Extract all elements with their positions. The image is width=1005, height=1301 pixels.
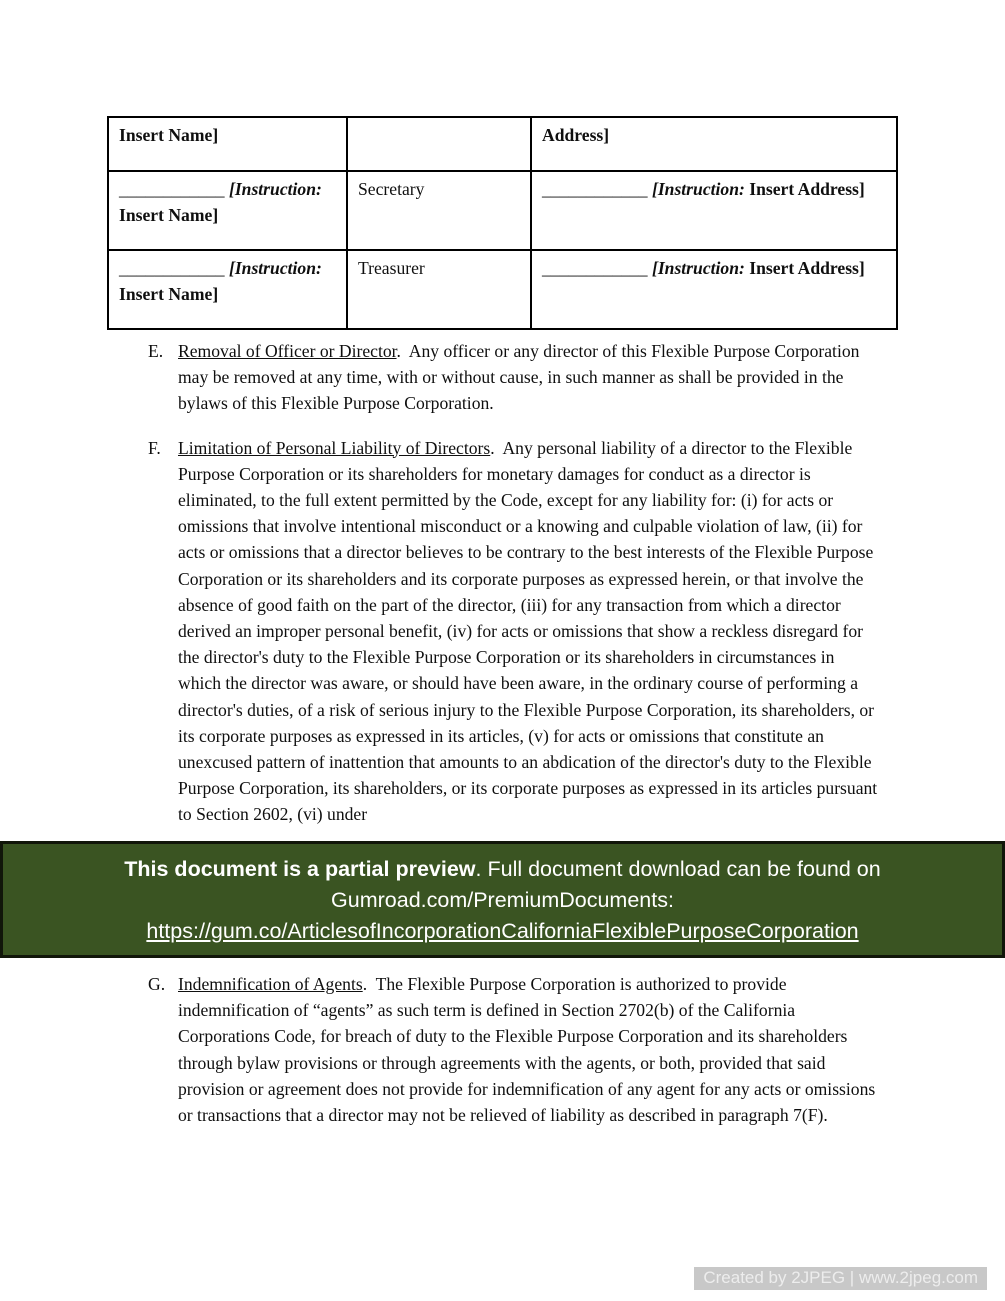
instruction-insert-address: Insert Address] xyxy=(744,258,865,278)
preview-banner xyxy=(0,841,1005,958)
list-letter: G. xyxy=(148,974,166,994)
section-g-container xyxy=(148,971,883,1146)
cell-secretary-title xyxy=(347,171,531,250)
signature-blank: ____________ xyxy=(542,179,648,199)
cell-name-continuation xyxy=(108,117,347,171)
instruction-insert-name: Insert Name] xyxy=(119,284,219,305)
address-continuation-text: Address] xyxy=(542,125,610,145)
signature-blank: ____________ xyxy=(542,258,648,278)
secretary-title-text: Secretary xyxy=(358,179,425,199)
table-row xyxy=(108,117,897,171)
section-removal-of-officer xyxy=(148,338,883,417)
instruction-label: [Instruction: xyxy=(224,179,322,199)
section-body: . The Flexible Purpose Corporation is authorized to provide indemnification of “agents” as such term is defined in Section 2702(b) of the California Corporations Code, for breach of duty to the Flexible Purpose Corporation and its shareholders through bylaw provisions or through agreements with the agents, or both, provided that said provision or agreement does not provide for indemnification of any agent for any acts or omissions or transactions that a director may not be relieved of liability as described in paragraph 7(F). xyxy=(178,974,876,1126)
cell-title-empty xyxy=(347,117,531,171)
cell-address-continuation xyxy=(531,117,897,171)
instruction-insert-address: Insert Address] xyxy=(744,179,865,199)
sections-e-f xyxy=(148,338,883,846)
signature-blank: ____________ xyxy=(119,258,225,278)
table-row xyxy=(108,250,897,329)
section-limitation-of-liability xyxy=(148,435,883,828)
cell-treasurer-address xyxy=(531,250,897,329)
section-heading: Indemnification of Agents xyxy=(178,974,363,994)
signature-blank: ____________ xyxy=(119,179,225,199)
instruction-label: [Instruction: xyxy=(647,258,745,278)
list-letter: F. xyxy=(148,437,161,458)
instruction-label: [Instruction: xyxy=(647,179,745,199)
section-text xyxy=(178,435,880,828)
section-text xyxy=(178,338,880,417)
section-body: . Any officer or any director of this Flexible Purpose Corporation may be removed at any time, with or without cause, in such manner as shall be provided in the bylaws of this Flexible Purpose Corporation. xyxy=(178,341,860,414)
table-row xyxy=(108,171,897,250)
instruction-label: [Instruction: xyxy=(224,258,322,278)
section-body: . Any personal liability of a director to the Flexible Purpose Corporation or its shareholders for monetary damages for conduct as a director is eliminated, to the full extent permitted by the Code, except for any liability for: (i) for acts or omissions that involve intentional misconduct or a knowing and culpable violation of law, (ii) for acts or omissions that a director believes to be contrary to the best interests of the Flexible Purpose Corporation or its shareholders and its corporate purposes as expressed herein, or that involve the absence of good faith on the part of the director, (iii) for any transaction from which a director derived an improper personal benefit, (iv) for acts or omissions that show a reckless disregard for the director's duty to the Flexible Purpose Corporation or its shareholders in circumstances in which the director was aware, or should have been aware, in the ordinary course of performing a director's duties, of a risk of serious injury to the Flexible Purpose Corporation, its shareholders, or its corporate purposes as expressed in its articles, (v) for acts or omissions that constitute an unexcused pattern of inattention that amounts to an abdication of the director's duty to the Flexible Purpose Corporation, its shareholders, or its corporate purposes as expressed in its articles pursuant to Section 2602, (vi) under xyxy=(178,437,878,825)
preview-banner-text xyxy=(63,854,943,947)
cell-treasurer-title xyxy=(347,250,531,329)
banner-bold-text: This document is a partial preview xyxy=(124,857,476,881)
cell-secretary-address xyxy=(531,171,897,250)
cell-secretary-name xyxy=(108,171,347,250)
instruction-insert-name: Insert Name] xyxy=(119,205,219,226)
name-continuation-text: Insert Name] xyxy=(119,125,219,145)
treasurer-title-text: Treasurer xyxy=(358,258,425,278)
officers-table xyxy=(107,116,898,330)
section-heading: Limitation of Personal Liability of Directors xyxy=(178,437,491,458)
banner-regular-text: . Full document download can be found on Gumroad.com/PremiumDocuments: xyxy=(331,857,881,912)
list-letter: E. xyxy=(148,341,164,361)
section-heading: Removal of Officer or Director xyxy=(178,341,397,361)
section-text xyxy=(178,971,880,1128)
creator-watermark: Created by 2JPEG | www.2jpeg.com xyxy=(694,1267,987,1290)
gumroad-link[interactable]: https://gum.co/ArticlesofIncorporationCaliforniaFlexiblePurposeCorporation xyxy=(146,919,859,943)
cell-treasurer-name xyxy=(108,250,347,329)
section-indemnification xyxy=(148,971,883,1128)
